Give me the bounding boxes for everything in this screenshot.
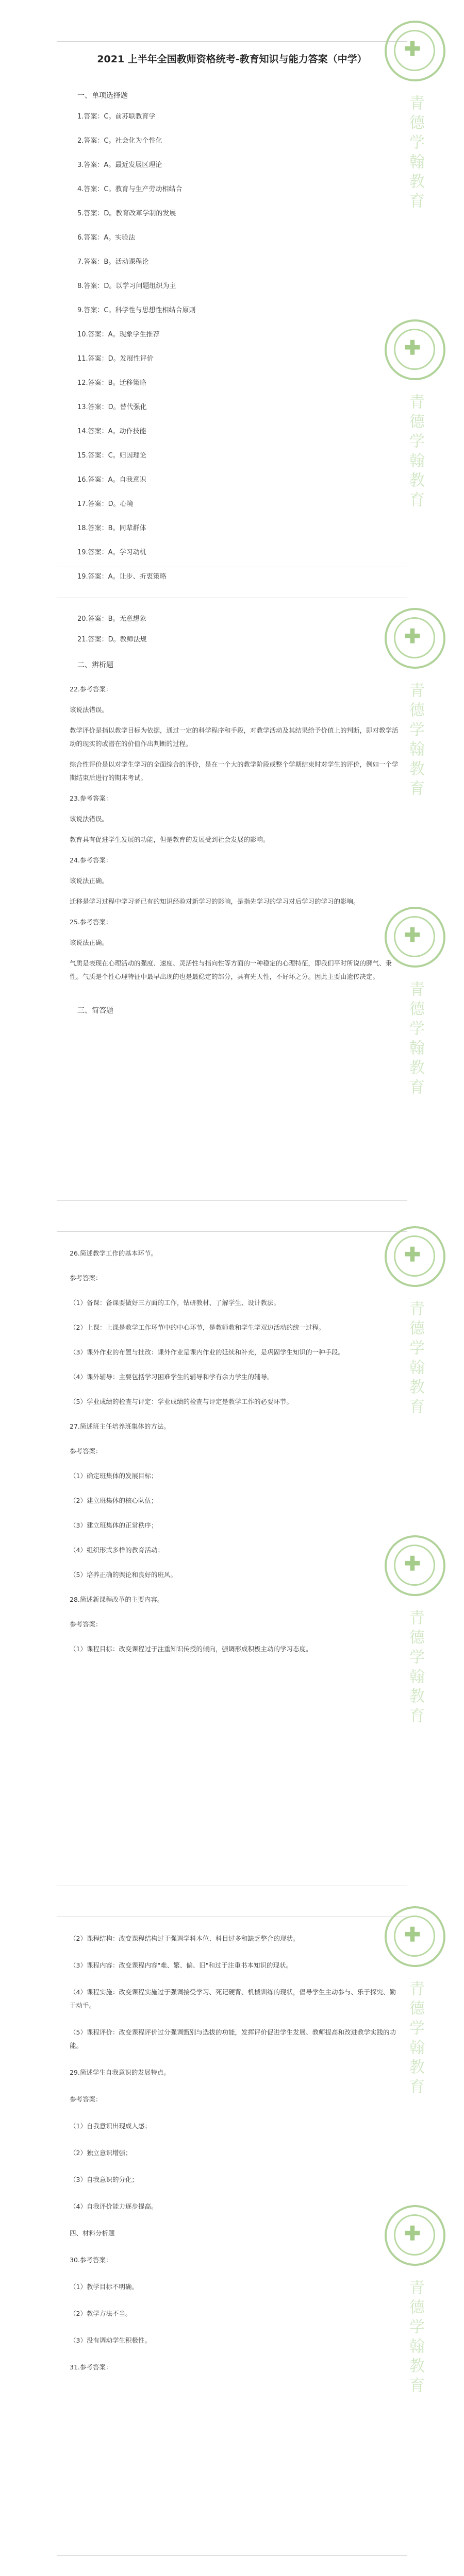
paragraph: （4）自我评价能力逐步提高。	[70, 2202, 158, 2210]
paragraph: 25.参考答案：	[70, 918, 112, 926]
watermark-seal-icon: ✚ 青德学翰教育	[384, 21, 446, 221]
document-title: 2021 上半年全国教师资格统考-教育知识与能力答案（中学）	[97, 54, 367, 65]
paragraph: （2）课程结构：改变课程结构过于强调学科本位、科目过多和缺乏整合的现状。	[70, 1935, 300, 1942]
watermark-text: 青德学翰教育	[406, 2279, 424, 2397]
watermark-text: 青德学翰教育	[406, 1300, 424, 1418]
watermark-text: 青德学翰教育	[406, 1609, 424, 1727]
answer-item: 6.答案：A。实验法	[77, 234, 136, 242]
page-top-rule	[57, 41, 407, 42]
paragraph: （3）建立班集体的正常秩序；	[70, 1521, 158, 1529]
watermark-text: 青德学翰教育	[406, 682, 424, 800]
paragraph: 综合性评价是以对学生学习的全面综合的评价，是在一个大的教学阶段或整个学期结束时对学生的评价，例如一个学期结束后进行的期末考试。	[70, 760, 399, 782]
paragraph: （5）培养正确的舆论和良好的班风。	[70, 1571, 177, 1579]
paragraph: （1）教学目标不明确。	[70, 2283, 138, 2291]
paragraph: 28.简述新课程改革的主要内容。	[70, 1596, 164, 1603]
answer-item: 9.答案：C。科学性与思想性相结合原则	[77, 307, 196, 314]
answer-item: 3.答案：A。最近发展区理论	[77, 161, 162, 169]
answer-item: 20.答案：B。无意想象	[77, 615, 146, 623]
watermark-text: 青德学翰教育	[406, 95, 424, 212]
section-heading-short-answer: 三、简答题	[77, 1007, 113, 1015]
paragraph: 30.参考答案：	[70, 2256, 112, 2264]
paragraph: 该说法错误。	[70, 706, 109, 714]
paragraph: 22.参考答案：	[70, 685, 112, 693]
paragraph: 23.参考答案：	[70, 794, 112, 802]
watermark-seal-icon: ✚ 青德学翰教育	[384, 1906, 446, 2106]
paragraph: （4）组织形式多样的教育活动；	[70, 1546, 164, 1554]
paragraph: （4）课程实施：改变课程实施过于强调接受学习、死记硬背、机械训练的现状，倡导学生主动参与、乐于探究、勤于动手。	[70, 1988, 396, 2009]
paragraph: 参考答案：	[70, 2095, 102, 2103]
answer-item: 2.答案：C。社会化为个性化	[77, 137, 162, 145]
paragraph: （1）确定班集体的发展目标；	[70, 1472, 158, 1480]
paragraph: （2）建立班集体的核心队伍；	[70, 1497, 158, 1504]
paragraph: 迁移是学习过程中学习者已有的知识经验对新学习的影响，是指先学习的学习对后学习的学习的影响。	[70, 897, 360, 905]
answer-item: 18.答案：B。同辈群体	[77, 524, 146, 532]
paragraph: （5）课程评价：改变课程评价过分强调甄别与选拔的功能，发挥评价促进学生发展、教师提高和改进教学实践的功能。	[70, 2028, 396, 2049]
paragraph: （1）备课：备课要做好三方面的工作，钻研教材、了解学生、设计教法。	[70, 1299, 280, 1307]
paragraph: 气质是表现在心理活动的强度、速度、灵活性与指向性等方面的一种稳定的心理特征，即我们平时所说的脾气、秉性。气质是个性心理特征中最早出现的也是最稳定的部分，具有先天性，不好坏之分。因此主要由遗传决定。	[70, 959, 392, 980]
paragraph: 27.简述班主任培养班集体的方法。	[70, 1422, 170, 1430]
answer-item: 4.答案：C。教育与生产劳动相结合	[77, 185, 183, 193]
paragraph: 29.简述学生自我意识的发展特点。	[70, 2069, 170, 2076]
watermark-seal-icon: ✚ 青德学翰教育	[384, 2205, 446, 2405]
answer-item: 11.答案：D。发展性评价	[77, 355, 154, 363]
paragraph: （1）自我意识出现成人感；	[70, 2122, 151, 2130]
paragraph: 该说法错误。	[70, 815, 109, 823]
watermark-text: 青德学翰教育	[406, 394, 424, 511]
watermark-seal-icon: ✚ 青德学翰教育	[384, 608, 446, 808]
paragraph: 参考答案：	[70, 1620, 102, 1628]
paragraph: 教育具有促进学生发展的功能，但是教育的发展受到社会发展的影响。	[70, 836, 270, 843]
watermark-seal-icon: ✚ 青德学翰教育	[384, 907, 446, 1107]
answer-item: 14.答案：A。动作技能	[77, 428, 146, 435]
paragraph: （1）课程目标：改变课程过于注重知识传授的倾向，强调形成积极主动的学习态度。	[70, 1645, 312, 1653]
watermark-text: 青德学翰教育	[406, 981, 424, 1098]
paragraph: 教学评价是指以教学目标为依据，通过一定的科学程序和手段，对教学活动及其结果给予价值上的判断，即对教学活动的现实的或潜在的价值作出判断的过程。	[70, 726, 399, 748]
answer-item: 12.答案：B。迁移策略	[77, 379, 146, 387]
paragraph: （3）课外作业的布置与批改：课外作业是课内作业的延续和补充，是巩固学生知识的一种手段。	[70, 1348, 344, 1356]
answer-item: 10.答案：A。现象学生推荐	[77, 331, 160, 338]
answer-item: 8.答案：D。以学习问题组织为主	[77, 282, 176, 290]
watermark-seal-icon: ✚ 青德学翰教育	[384, 319, 446, 519]
answer-item: 7.答案：B。活动课程论	[77, 258, 149, 266]
paragraph: 该说法正确。	[70, 939, 109, 946]
page-bottom-rule	[57, 1200, 407, 1201]
paragraph: （5）学业成绩的检查与评定：学业成绩的检查与评定是教学工作的必要环节。	[70, 1398, 293, 1405]
paragraph: （3）课程内容：改变课程内容"难、繁、偏、旧"和过于注重书本知识的现状。	[70, 1961, 292, 1969]
answer-item: 16.答案：A。自我意识	[77, 476, 146, 484]
paragraph: （2）教学方法不当。	[70, 2310, 132, 2317]
paragraph: 该说法正确。	[70, 877, 109, 885]
paragraph: （3）自我意识的分化；	[70, 2176, 138, 2183]
answer-item: 21.答案：D。教师法规	[77, 636, 147, 643]
answer-item: 19.答案：A。让步、折衷策略	[77, 573, 167, 581]
paragraph: （2）独立意识增强；	[70, 2149, 132, 2157]
paragraph: 24.参考答案：	[70, 856, 112, 864]
watermark-seal-icon: ✚ 青德学翰教育	[384, 1535, 446, 1735]
answer-item: 13.答案：D。替代强化	[77, 403, 147, 411]
answer-item: 17.答案：D。心境	[77, 500, 134, 508]
answer-item: 1.答案：C。前苏联教育学	[77, 113, 156, 121]
watermark-text: 青德学翰教育	[406, 1980, 424, 2098]
page-top-rule	[57, 1231, 407, 1232]
section-heading-discrimination: 二、辨析题	[77, 661, 113, 669]
paragraph: （2）上课：上课是教学工作环节中的中心环节，是教师教和学生学双边活动的统一过程。	[70, 1324, 325, 1331]
answer-item: 15.答案：C。归因理论	[77, 452, 146, 460]
section-heading-single-choice: 一、单项选择题	[77, 92, 128, 100]
paragraph: 参考答案：	[70, 1447, 102, 1455]
paragraph: 参考答案：	[70, 1274, 102, 1282]
paragraph: 31.参考答案：	[70, 2363, 112, 2371]
paragraph: 四、材料分析题	[70, 2229, 115, 2237]
paragraph: 26.简述教学工作的基本环节。	[70, 1249, 157, 1257]
paragraph: （4）课外辅导：主要包括学习困难学生的辅导和学有余力学生的辅导。	[70, 1373, 274, 1381]
answer-item: 19.答案：A。学习动机	[77, 549, 146, 556]
watermark-seal-icon: ✚ 青德学翰教育	[384, 1226, 446, 1426]
paragraph: （3）没有调动学生积极性。	[70, 2336, 151, 2344]
answer-item: 5.答案：D。教育改革学制的发展	[77, 210, 176, 217]
page-bottom-rule	[57, 2555, 407, 2556]
